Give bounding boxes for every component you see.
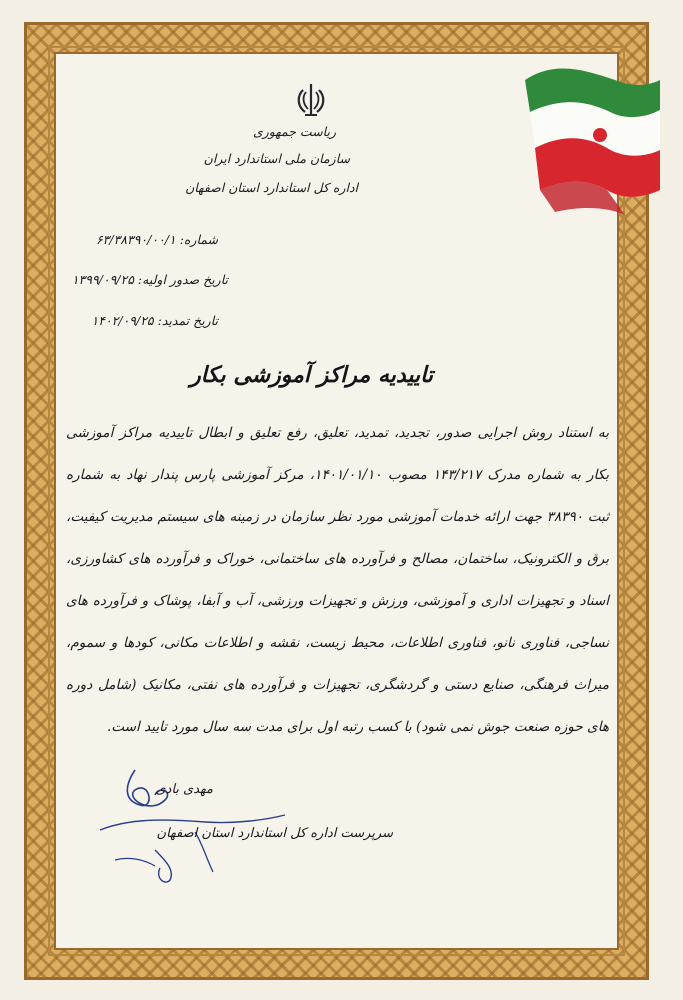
signer-name: مهدی بادی [155,782,213,797]
handwritten-signature [95,760,295,890]
header-department: اداره کل استاندارد استان اصفهان [185,180,358,195]
renewal-date: تاریخ تمدید: ۱۴۰۲/۰۹/۲۵ [91,313,218,328]
iran-flag-icon [515,40,665,220]
header-presidency: ریاست جمهوری [252,124,336,139]
iran-emblem-icon [295,82,327,118]
header-organization: سازمان ملی استاندارد ایران [203,151,350,166]
signer-title: سرپرست اداره کل استاندارد استان اصفهان [156,826,393,841]
certificate-body-text: به استناد روش اجرایی صدور، تجدید، تمدید، تعلیق، رفع تعلیق و ابطال تاییدیه مراکز آموزشی بکار به شماره مدرک ۱۴۳/۲۱۷ مصوب ۱۴۰۱/۰۱/۱۰، مرکز آموزشی پارس پندار نهاد به شماره ثبت ۳۸۳۹۰ جهت ارائه خدمات آموزشی مورد نظر سازمان در زمینه های سیستم مدیریت کیفیت، برق و الکترونیک، ساختمان، مصالح و فرآورده های ساختمانی، خوراک و فرآورده های کشاورزی، اسناد و تجهیزات اداری و آموزشی، ورزش و تجهیزات ورزشی، آب و آبفا، پوشاک و فرآورده های نساجی، فناوری نانو، فناوری اطلاعات، محیط زیست، نقشه و اطلاعات مکانی، کودها و سموم، میراث فرهنگی، صنایع دستی و گردشگری، تجهیزات و فرآورده های نفتی، مکانیک (شامل دوره های حوزه صنعت جوش نمی شود) با کسب رتبه اول برای مدت سه سال مورد تایید است. [66,425,610,735]
first-issue-date: تاریخ صدور اولیه: ۱۳۹۹/۰۹/۲۵ [71,272,228,287]
document-number: شماره: ۶۳/۳۸۳۹۰/۰۰/۱ [95,232,218,247]
certificate-title: تاییدیه مراکز آموزشی بکار [190,362,433,388]
